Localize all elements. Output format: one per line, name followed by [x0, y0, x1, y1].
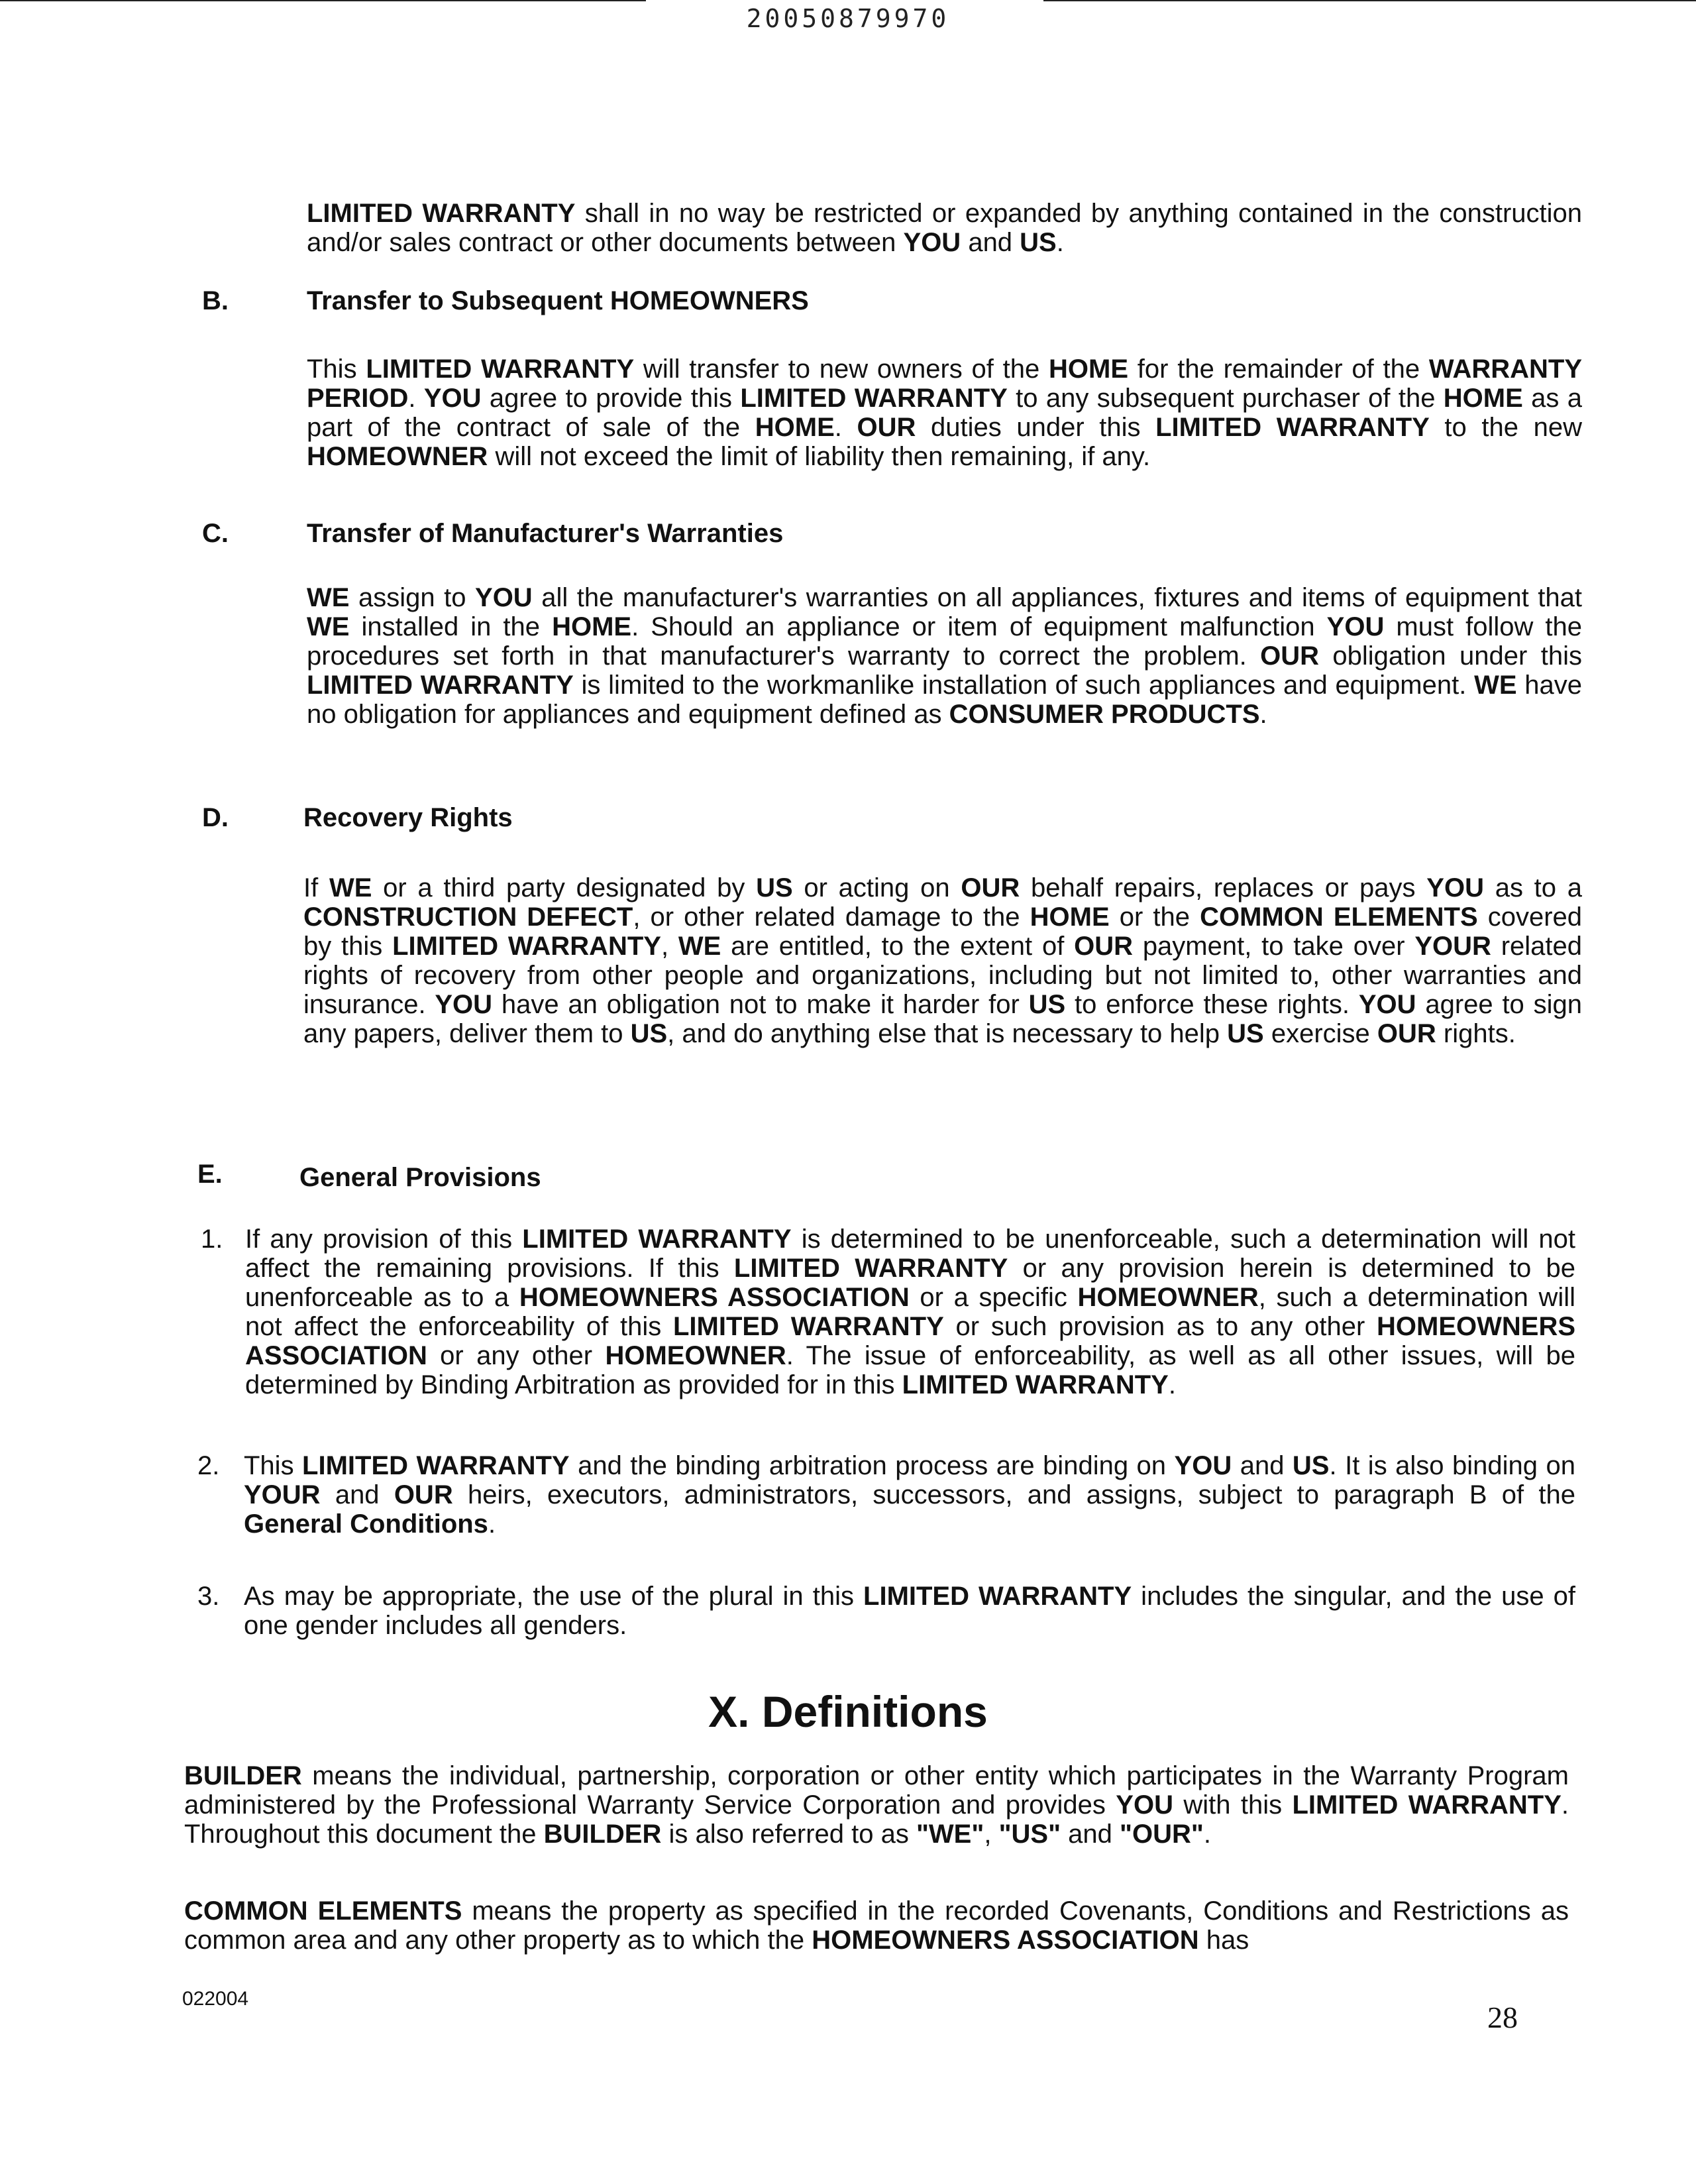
text-run: YOU — [435, 990, 493, 1019]
text-run: agree to provide this — [481, 384, 741, 413]
provision-1-body — [245, 1225, 1575, 1399]
text-run: CONSUMER PRODUCTS — [949, 700, 1260, 729]
text-run: as to a — [1483, 873, 1583, 902]
text-run: payment, to take over — [1133, 932, 1415, 961]
text-run: YOU — [1326, 612, 1385, 641]
text-run: This — [244, 1451, 303, 1480]
text-run: , or other related damage to the — [633, 902, 1030, 932]
text-run: OUR — [857, 413, 916, 442]
text-run: HOME — [1049, 355, 1129, 384]
text-run: If — [303, 873, 329, 902]
text-run: WE — [307, 612, 350, 641]
text-run: LIMITED WARRANTY — [902, 1370, 1169, 1399]
top-border-left — [0, 0, 646, 1]
section-d-letter: D. — [202, 803, 229, 832]
text-run: LIMITED WARRANTY — [366, 355, 635, 384]
text-run: WE — [329, 873, 372, 902]
text-run: "OUR" — [1120, 1820, 1204, 1849]
text-run: WARRANTY PERIOD — [307, 355, 1582, 413]
section-d-heading: Recovery Rights — [303, 803, 513, 832]
text-run: YOU — [475, 583, 533, 612]
text-run: , — [984, 1820, 999, 1849]
text-run: or such provision as to any other — [943, 1312, 1377, 1341]
text-run: . — [408, 384, 424, 413]
text-run: . — [1056, 228, 1064, 257]
text-run: BUILDER — [543, 1820, 662, 1849]
text-run: HOMEOWNERS ASSOCIATION — [812, 1926, 1199, 1955]
text-run: OUR — [394, 1480, 453, 1509]
text-run: WE — [1474, 671, 1517, 700]
text-run: is limited to the workmanlike installation of such appliances and equipment. — [573, 671, 1475, 700]
text-run: LIMITED WARRANTY — [863, 1582, 1132, 1611]
section-e-letter: E. — [197, 1160, 223, 1189]
text-run: includes the singular, and the use of one gender includes all genders. — [244, 1582, 1576, 1640]
text-run: HOMEOWNER — [307, 442, 488, 471]
text-run: must follow the procedures set forth in that manufacturer's warranty to correct the problem. — [307, 612, 1583, 671]
definition-builder — [184, 1761, 1569, 1849]
text-run: and — [320, 1480, 394, 1509]
text-run: YOUR — [1414, 932, 1491, 961]
text-run: . — [1203, 1820, 1211, 1849]
top-border-right — [1043, 0, 1696, 1]
text-run: or a specific — [909, 1283, 1078, 1312]
text-run: exercise — [1263, 1019, 1377, 1048]
provision-3-body — [244, 1582, 1575, 1640]
text-run: to the new — [1429, 413, 1582, 442]
document-id: 20050879970 — [746, 4, 950, 33]
text-run: OUR — [1377, 1019, 1436, 1048]
text-run: or any other — [427, 1341, 606, 1370]
text-run: BUILDER — [184, 1761, 302, 1790]
text-run: have an obligation not to make it harder for — [492, 990, 1029, 1019]
text-run: heirs, executors, administrators, successors, and assigns, subject to paragraph B of the — [452, 1480, 1576, 1509]
text-run: LIMITED WARRANTY — [1155, 413, 1430, 442]
text-run: US — [756, 873, 793, 902]
text-run: . The issue of enforceability, as well as all other issues, will be determined by Binding Arbitration as provided for in this — [245, 1341, 1575, 1399]
text-run: LIMITED WARRANTY — [522, 1225, 792, 1254]
text-run: LIMITED WARRANTY — [392, 932, 661, 961]
text-run: COMMON ELEMENTS — [1200, 902, 1478, 932]
text-run: or any provision herein is determined to be unenforceable as to a — [245, 1254, 1576, 1312]
text-run: for the remainder of the — [1128, 355, 1429, 384]
text-run: US — [1028, 990, 1066, 1019]
text-run: "US" — [998, 1820, 1061, 1849]
provision-1-number: 1. — [201, 1225, 223, 1254]
text-run: As may be appropriate, the use of the plural in this — [244, 1582, 864, 1611]
text-run: covered by this — [303, 902, 1583, 961]
text-run: shall in no way be restricted or expanded by anything contained in the construction and/or sales contract or other documents between — [307, 199, 1583, 257]
section-c-heading: Transfer of Manufacturer's Warranties — [307, 519, 784, 548]
text-run: COMMON ELEMENTS — [184, 1896, 462, 1926]
section-c-body — [307, 583, 1582, 729]
text-run: agree to sign any papers, deliver them to — [303, 990, 1582, 1048]
text-run: , and do anything else that is necessary to help — [667, 1019, 1228, 1048]
text-run: OUR — [961, 873, 1020, 902]
text-run: to any subsequent purchaser of the — [1007, 384, 1444, 413]
section-b-heading: Transfer to Subsequent HOMEOWNERS — [307, 286, 809, 315]
text-run: LIMITED WARRANTY — [733, 1254, 1008, 1283]
text-run: related rights of recovery from other people and organizations, including but not limited to, other warranties and insurance. — [303, 932, 1583, 1019]
text-run: behalf repairs, replaces or pays — [1020, 873, 1427, 902]
text-run: YOU — [1358, 990, 1416, 1019]
text-run: US — [1292, 1451, 1330, 1480]
text-run: This — [307, 355, 366, 384]
text-run: YOU — [1116, 1790, 1173, 1820]
text-run: HOMEOWNER — [605, 1341, 786, 1370]
definition-common-elements — [184, 1896, 1569, 1955]
text-run: HOME — [755, 413, 835, 442]
text-run: . It is also binding on — [1329, 1451, 1576, 1480]
text-run: or a third party designated by — [372, 873, 757, 902]
text-run: . — [1259, 700, 1267, 729]
text-run: WE — [307, 583, 350, 612]
text-run: YOU — [1174, 1451, 1232, 1480]
text-run: YOU — [1426, 873, 1484, 902]
text-run: has — [1198, 1926, 1249, 1955]
text-run: with this — [1173, 1790, 1293, 1820]
text-run: US — [630, 1019, 668, 1048]
text-run: is also referred to as — [661, 1820, 916, 1849]
text-run: as a part of the contract of sale of the — [307, 384, 1582, 442]
text-run: HOMEOWNER — [1077, 1283, 1259, 1312]
intro-paragraph — [307, 199, 1582, 257]
text-run: YOU — [423, 384, 482, 413]
text-run: HOME — [1443, 384, 1523, 413]
section-d-body — [303, 873, 1582, 1048]
section-c-letter: C. — [202, 519, 229, 548]
text-run: duties under this — [916, 413, 1156, 442]
text-run: . Should an appliance or item of equipment malfunction — [631, 612, 1327, 641]
text-run: , such a determination will not affect the enforceability of this — [245, 1283, 1575, 1341]
text-run: is determined to be unenforceable, such a determination will not affect the remaining provisions. If this — [245, 1225, 1576, 1283]
provision-3-number: 3. — [197, 1582, 220, 1611]
text-run: LIMITED WARRANTY — [1292, 1790, 1562, 1820]
footer-form-code: 022004 — [182, 1988, 249, 2010]
text-run: LIMITED WARRANTY — [672, 1312, 944, 1341]
text-run: General Conditions — [244, 1509, 488, 1539]
text-run: and — [1232, 1451, 1293, 1480]
text-run: . — [488, 1509, 496, 1539]
text-run: If any provision of this — [245, 1225, 523, 1254]
text-run: or the — [1109, 902, 1200, 932]
text-run: will transfer to new owners of the — [634, 355, 1049, 384]
text-run: have no obligation for appliances and equipment defined as — [307, 671, 1583, 729]
text-run: and the binding arbitration process are binding on — [569, 1451, 1175, 1480]
text-run: US — [1227, 1019, 1264, 1048]
text-run: to enforce these rights. — [1065, 990, 1359, 1019]
text-run: YOUR — [244, 1480, 321, 1509]
text-run: "WE" — [916, 1820, 984, 1849]
text-run: HOMEOWNERS ASSOCIATION — [519, 1283, 910, 1312]
provision-2-body — [244, 1451, 1575, 1539]
section-b-body — [307, 355, 1582, 471]
text-run: and — [961, 228, 1020, 257]
text-run: rights. — [1436, 1019, 1516, 1048]
text-run: assign to — [349, 583, 476, 612]
text-run: OUR — [1260, 641, 1320, 671]
text-run: HOME — [552, 612, 632, 641]
definitions-title: X. Definitions — [708, 1687, 988, 1736]
text-run: HOMEOWNERS ASSOCIATION — [245, 1312, 1576, 1370]
text-run: installed in the — [349, 612, 553, 641]
text-run: LIMITED WARRANTY — [302, 1451, 570, 1480]
text-run: all the manufacturer's warranties on all appliances, fixtures and items of equipment that — [532, 583, 1583, 612]
text-run: YOU — [903, 228, 961, 257]
text-run: HOME — [1030, 902, 1110, 932]
page-number: 28 — [1487, 2000, 1518, 2034]
text-run: US — [1020, 228, 1057, 257]
text-run: are entitled, to the extent of — [721, 932, 1075, 961]
text-run: . Throughout this document the — [184, 1790, 1569, 1849]
text-run: , — [661, 932, 678, 961]
text-run: means the property as specified in the recorded Covenants, Conditions and Restrictions as common area and any other property as to which the — [184, 1896, 1569, 1955]
text-run: LIMITED WARRANTY — [307, 671, 574, 700]
section-b-letter: B. — [202, 286, 229, 315]
text-run: . — [1168, 1370, 1176, 1399]
text-run: or acting on — [792, 873, 961, 902]
text-run: LIMITED WARRANTY — [307, 199, 576, 228]
text-run: OUR — [1074, 932, 1134, 961]
text-run: CONSTRUCTION DEFECT — [303, 902, 633, 932]
text-run: . — [834, 413, 857, 442]
provision-2-number: 2. — [197, 1451, 220, 1480]
text-run: LIMITED WARRANTY — [740, 384, 1008, 413]
text-run: and — [1061, 1820, 1120, 1849]
text-run: will not exceed the limit of liability then remaining, if any. — [488, 442, 1151, 471]
text-run: means the individual, partnership, corporation or other entity which participates in the Warranty Program administered by the Professional Warranty Service Corporation and provides — [184, 1761, 1569, 1820]
text-run: obligation under this — [1319, 641, 1582, 671]
text-run: WE — [678, 932, 721, 961]
section-e-heading: General Provisions — [299, 1163, 541, 1192]
